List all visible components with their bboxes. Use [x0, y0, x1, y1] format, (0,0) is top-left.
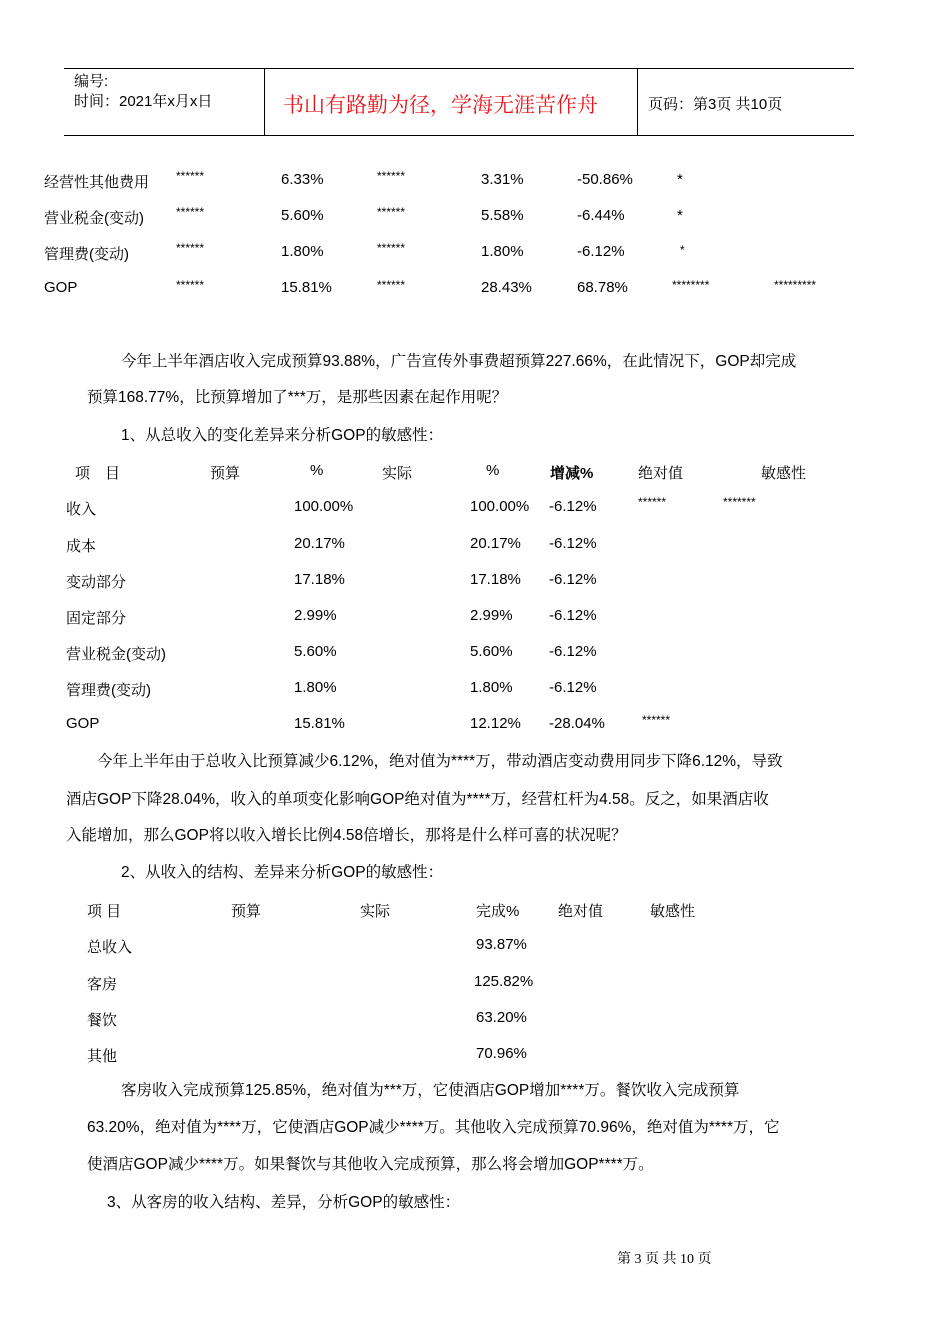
paragraph-line: 酒店GOP下降28.04%，收入的单项变化影响GOP绝对值为****万，经营杠杆为4.58。反之，如果酒店收 [66, 791, 769, 808]
header-divider-left [264, 68, 265, 136]
cell-value: -6.12% [577, 243, 625, 260]
cell-value: ******* [723, 495, 756, 509]
cell-value: 2.99% [470, 607, 513, 624]
cell-value: 1.80% [281, 243, 324, 260]
row-label: 客房 [87, 976, 118, 993]
cell-value: -50.86% [577, 171, 633, 188]
cell-value: 15.81% [281, 279, 332, 296]
row-label: 营业税金(变动) [66, 646, 166, 663]
paragraph-line: 入能增加，那么GOP将以收入增长比例4.58倍增长，那将是什么样可喜的状况呢？ [66, 827, 627, 844]
cell-value: 1.80% [294, 679, 337, 696]
header-divider-right [637, 68, 638, 136]
cell-value: ****** [176, 169, 205, 183]
cell-value: * [677, 207, 683, 224]
cell-value: -28.04% [549, 715, 605, 732]
column-header: 绝对值 [558, 903, 604, 920]
cell-value: 5.58% [481, 207, 524, 224]
cell-value: 70.96% [476, 1045, 527, 1062]
column-header: 增减% [550, 465, 594, 482]
row-label: 经营性其他费用 [44, 174, 150, 191]
row-label: 总收入 [87, 939, 133, 956]
cell-value: 20.17% [294, 535, 345, 552]
row-label: GOP [44, 279, 78, 296]
cell-value: 5.60% [470, 643, 513, 660]
column-header: 项 目 [87, 903, 122, 920]
column-header: 绝对值 [638, 465, 684, 482]
cell-value: -6.12% [549, 643, 597, 660]
cell-value: 20.17% [470, 535, 521, 552]
cell-value: 5.60% [281, 207, 324, 224]
cell-value: ****** [176, 205, 205, 219]
row-label: 变动部分 [66, 574, 127, 591]
row-label: 收入 [66, 501, 97, 518]
cell-value: * [680, 243, 685, 257]
column-header: 预算 [231, 903, 262, 920]
cell-value: ****** [638, 495, 667, 509]
cell-value: ****** [377, 278, 406, 292]
column-header: 实际 [382, 465, 413, 482]
cell-value: 3.31% [481, 171, 524, 188]
cell-value: ****** [642, 713, 671, 727]
row-label: 其他 [87, 1048, 118, 1065]
header-time: 时间：2021年x月x日 [74, 93, 213, 110]
cell-value: * [677, 171, 683, 188]
cell-value: -6.12% [549, 571, 597, 588]
column-header: 实际 [360, 903, 391, 920]
paragraph-line: 预算168.77%，比预算增加了***万，是那些因素在起作用呢？ [87, 389, 508, 406]
row-label: 营业税金(变动) [44, 210, 144, 227]
cell-value: 6.33% [281, 171, 324, 188]
cell-value: -6.12% [549, 498, 597, 515]
section-heading: 1、从总收入的变化差异来分析GOP的敏感性： [121, 427, 444, 444]
cell-value: -6.12% [549, 535, 597, 552]
cell-value: ******** [672, 278, 710, 292]
section-heading: 2、从收入的结构、差异来分析GOP的敏感性： [121, 864, 444, 881]
paragraph-line: 客房收入完成预算125.85%，绝对值为***万，它使酒店GOP增加****万。餐饮收入完成预算 [121, 1082, 740, 1099]
column-header: 完成% [476, 903, 520, 920]
column-header: % [486, 462, 500, 479]
cell-value: 68.78% [577, 279, 628, 296]
row-label: GOP [66, 715, 100, 732]
cell-value: 15.81% [294, 715, 345, 732]
paragraph-line: 63.20%，绝对值为****万，它使酒店GOP减少****万。其他收入完成预算70.96%，绝对值为****万，它 [87, 1119, 780, 1136]
cell-value: 2.99% [294, 607, 337, 624]
cell-value: ****** [176, 241, 205, 255]
column-header: 敏感性 [761, 465, 807, 482]
header-number-label: 编号: [74, 73, 109, 90]
column-header: 预算 [210, 465, 241, 482]
cell-value: 125.82% [474, 973, 534, 990]
paragraph-line: 今年上半年由于总收入比预算减少6.12%，绝对值为****万，带动酒店变动费用同步下降6.12%，导致 [97, 753, 783, 770]
cell-value: 1.80% [481, 243, 524, 260]
column-header: 项 目 [75, 465, 121, 482]
row-label: 餐饮 [87, 1012, 118, 1029]
cell-value: 100.00% [294, 498, 354, 515]
cell-value: 28.43% [481, 279, 532, 296]
paragraph-line: 使酒店GOP减少****万。如果餐饮与其他收入完成预算，那么将会增加GOP****万。 [87, 1156, 654, 1173]
cell-value: ****** [377, 169, 406, 183]
cell-value: 12.12% [470, 715, 521, 732]
column-header: % [310, 462, 324, 479]
cell-value: -6.44% [577, 207, 625, 224]
header-page-number: 页码：第3页 共10页 [648, 96, 783, 113]
cell-value: ****** [377, 205, 406, 219]
section-heading: 3、从客房的收入结构、差异，分析GOP的敏感性： [107, 1194, 461, 1211]
row-label: 成本 [66, 538, 97, 555]
header-top-border [64, 68, 854, 69]
cell-value: 17.18% [470, 571, 521, 588]
cell-value: -6.12% [549, 679, 597, 696]
row-label: 管理费(变动) [66, 682, 151, 699]
cell-value: ****** [176, 278, 205, 292]
cell-value: 93.87% [476, 936, 527, 953]
row-label: 固定部分 [66, 610, 127, 627]
row-label: 管理费(变动) [44, 246, 129, 263]
page-footer: 第 3 页 共 10 页 [617, 1252, 712, 1267]
cell-value: 5.60% [294, 643, 337, 660]
cell-value: 63.20% [476, 1009, 527, 1026]
cell-value: 100.00% [470, 498, 530, 515]
cell-value: ********* [774, 278, 817, 292]
paragraph-line: 今年上半年酒店收入完成预算93.88%，广告宣传外事费超预算227.66%，在此情况下，GOP却完成 [121, 353, 797, 370]
header-motto: 书山有路勤为径，学海无涯苦作舟 [283, 93, 598, 117]
cell-value: -6.12% [549, 607, 597, 624]
column-header: 敏感性 [650, 903, 696, 920]
cell-value: 17.18% [294, 571, 345, 588]
header-bottom-border [64, 135, 854, 136]
cell-value: 1.80% [470, 679, 513, 696]
cell-value: ****** [377, 241, 406, 255]
